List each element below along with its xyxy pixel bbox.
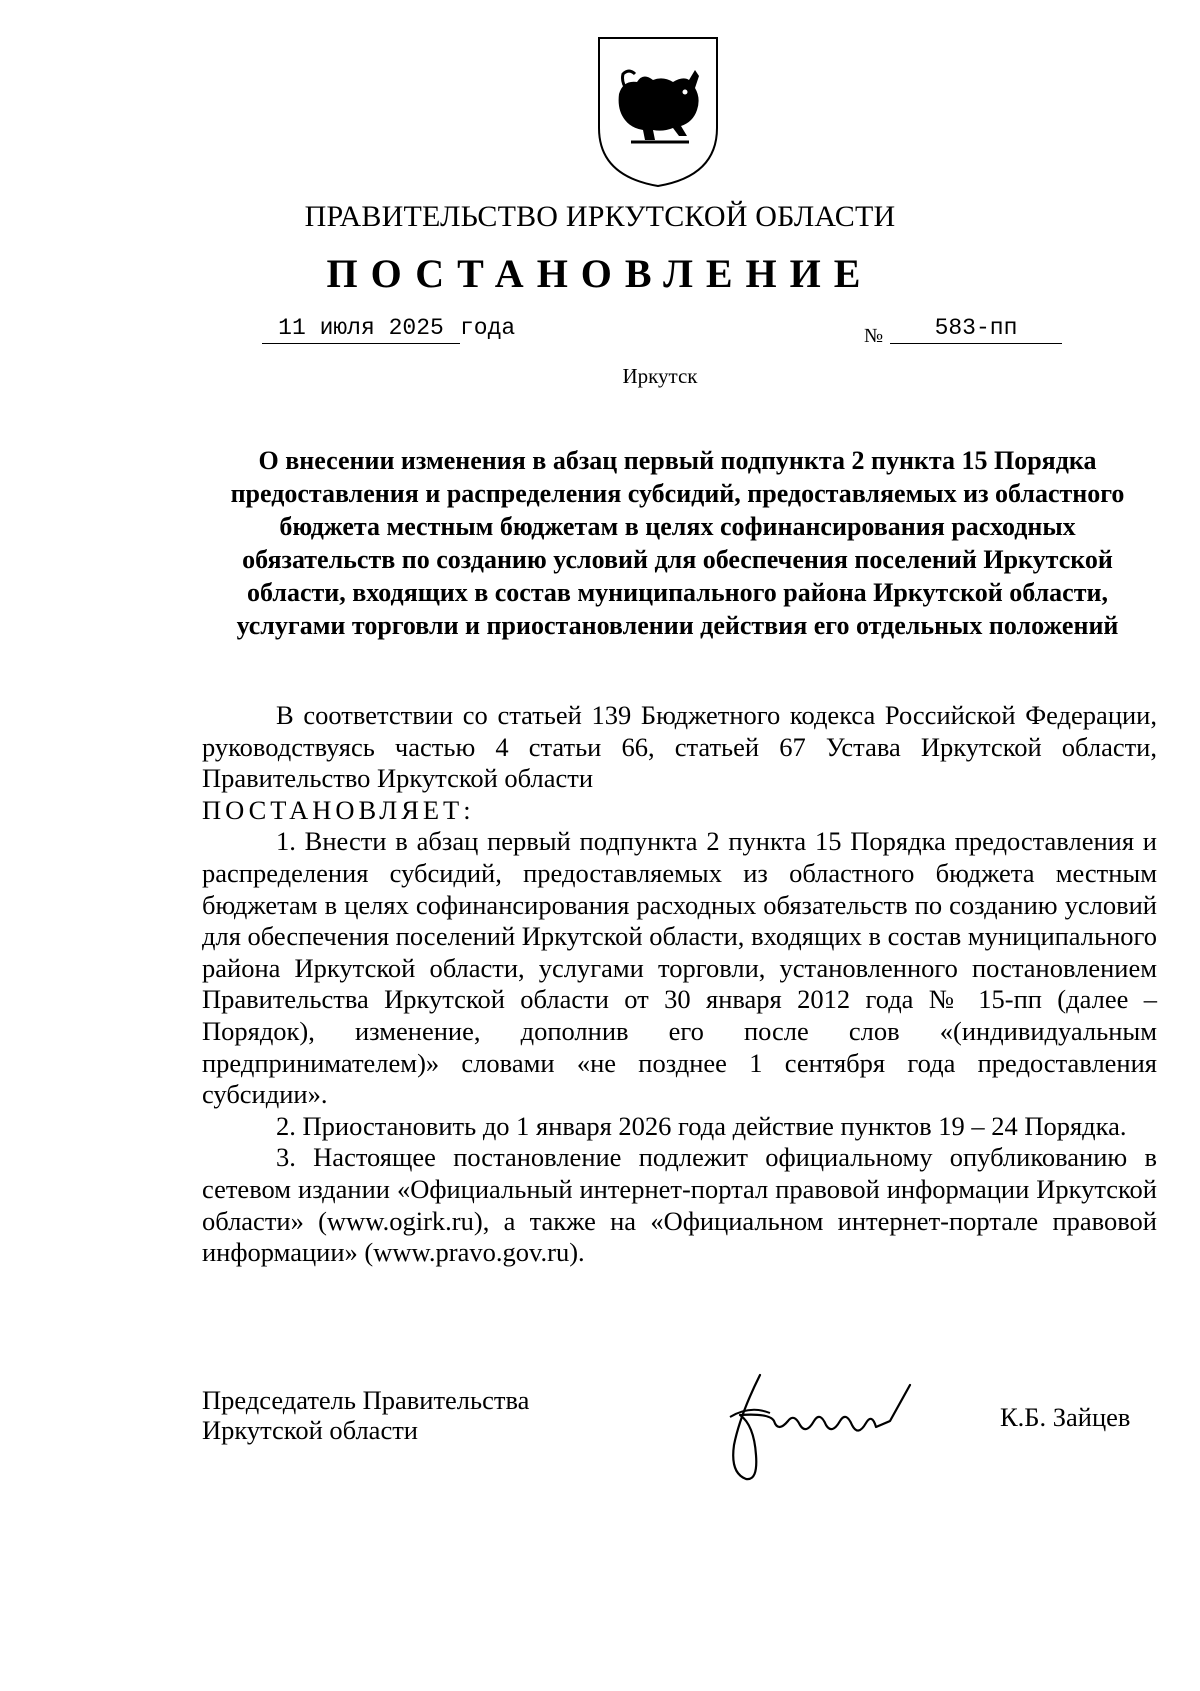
document-city: Иркутск [622,364,698,388]
document-title: О внесении изменения в абзац первый подпункта 2 пункта 15 Порядка предоставления и распределения субсидий, предоставляемых из областного бюджета местным бюджетам в целях софинансирования расходных обязательств по созданию условий для обеспечения поселений Иркутской области, входящих в состав муниципального района Иркутской области, услугами торговли и приостановлении действия его отдельных положений [230,446,1125,640]
preamble-paragraph: В соответствии со статьей 139 Бюджетного кодекса Российской Федерации, руководствуясь частью 4 статьи 66, статьей 67 Устава Иркутской области, Правительство Иркутской области [202,700,1157,794]
resolves-heading: ПОСТАНОВЛЯЕТ: [202,794,475,825]
signatory-position-line-1: Председатель Правительства [202,1385,530,1415]
item-2-paragraph: 2. Приостановить до 1 января 2026 года действие пунктов 19 – 24 Порядка. [276,1110,1127,1141]
document-date-suffix: года [460,315,516,341]
document-type: ПОСТАНОВЛЕНИЕ [326,251,874,296]
irkutsk-coat-of-arms-icon [597,36,719,188]
handwritten-signature [700,1355,940,1483]
item-1-paragraph: 1. Внести в абзац первый подпункта 2 пункта 15 Порядка предоставления и распределения субсидий, предоставляемых из областного бюджета местным бюджетам в целях софинансирования расходных обязательств по созданию условий для обеспечения поселений Иркутской области, входящих в состав муниципального района Иркутской области, услугами торговли, установленного постановлением Правительства Иркутской области от 30 января 2012 года № 15-пп (далее – Порядок), изменение, дополнив его после слов «(индивидуальным предпринимателем)» словами «не позднее 1 сентября года предоставления субсидии». [202,826,1157,1110]
signatory-position-line-2: Иркутской области [202,1415,418,1445]
document-body [202,700,1157,1269]
government-name: ПРАВИТЕЛЬСТВО ИРКУТСКОЙ ОБЛАСТИ [304,200,896,233]
signatory-position [202,1385,529,1445]
item-3-paragraph: 3. Настоящее постановление подлежит официальному опубликованию в сетевом издании «Официальный интернет-портал правовой информации Иркутской области» (www.ogirk.ru), а также на «Официальном интернет-портале правовой информации» (www.pravo.gov.ru). [202,1142,1157,1268]
number-sign: № [864,325,884,347]
signatory-name: К.Б. Зайцев [1000,1402,1131,1432]
document-date: 11 июля 2025 [262,313,460,344]
document-number: 583-пп [890,313,1062,344]
